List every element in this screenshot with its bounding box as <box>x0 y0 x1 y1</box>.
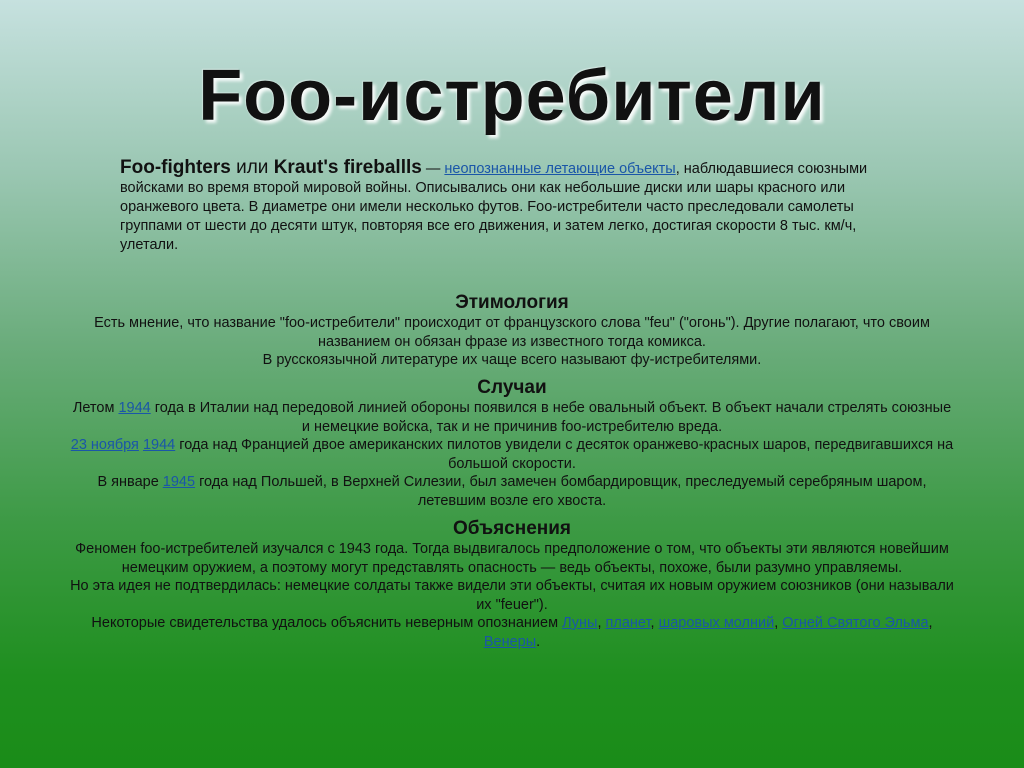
date-23-november-link[interactable]: 23 ноября <box>70 437 139 453</box>
explanations-paragraph-3-text: Некоторые свидетельства удалось объяснить неверным опознанием <box>91 615 563 631</box>
venus-link[interactable]: Венеры <box>483 633 537 650</box>
year-1944-link-2[interactable]: 1944 <box>142 437 176 453</box>
explanations-heading: Объяснения <box>452 518 572 539</box>
case-3 <box>70 473 954 510</box>
cases-heading: Случаи <box>477 377 547 398</box>
explanations-paragraph-2: Но эта идея не подтвердилась: немецкие солдаты также видели эти объекты, считая их новым оружием союзников (они называли их "feuer"). <box>70 578 954 613</box>
end-period: . <box>536 633 541 650</box>
etymology-paragraph-2: В русскоязычной литературе их чаще всего называют фу-истребителями. <box>262 352 762 368</box>
year-1945-link[interactable]: 1945 <box>162 474 196 490</box>
case-1-pre: Летом <box>72 400 119 416</box>
case-3-pre: В январе <box>97 474 163 490</box>
cases-section <box>70 376 954 510</box>
case-2-text: года над Францией двое американских пилотов увидели с десяток оранжево-красных шаров, передвигавшихся на большой скорости. <box>175 437 954 472</box>
case-1 <box>70 399 954 436</box>
ball-lightning-link[interactable]: шаровых молний <box>658 615 775 631</box>
intro-text: , наблюдавшиеся союзными войсками во время второй мировой войны. Описывались они как небольшие диски или шары красного или оранжевого цвета. В диаметре они имели несколько футов. Foo-истребители часто преследовали самолеты группами от шести до десяти штук, повторяя все его движения, и затем легко, достигая скорости 8 тыс. км/ч, улетали. <box>120 161 868 253</box>
ufo-link[interactable]: неопознанные летающие объекты <box>444 161 676 177</box>
case-3-text: года над Польшей, в Верхней Силезии, был замечен бомбардировщик, преследуемый серебряным шаром, летевшим возле его хвоста. <box>195 474 927 509</box>
year-1944-link[interactable]: 1944 <box>118 400 151 416</box>
st-elmos-fire-link[interactable]: Огней Святого Эльма <box>782 615 929 631</box>
or-text: или <box>230 157 274 178</box>
etymology-section <box>70 291 954 370</box>
case-1-text: года в Италии над передовой линией обороны появился в небе овальный объект. В объект начали стрелять союзные и немецкие войска, так и не причинив foo-истребителю вреда. <box>150 400 952 435</box>
case-2 <box>70 436 954 473</box>
moon-link[interactable]: Луны <box>562 615 598 631</box>
dash-text: — <box>421 161 445 177</box>
term-foo-fighters: Foo-fighters <box>120 157 231 178</box>
etymology-heading: Этимология <box>455 292 569 313</box>
separator: , <box>597 615 606 631</box>
separator: , <box>774 615 783 631</box>
intro-paragraph <box>120 158 910 255</box>
explanations-section <box>70 517 954 651</box>
separator: , <box>650 615 659 631</box>
term-krauts-fireballs: Kraut's fireballls <box>273 157 422 178</box>
explanations-paragraph-1: Феномен foo-истребителей изучался с 1943 года. Тогда выдвигалось предположение о том, что объекты эти являются новейшим немецким оружием, а поэтому могут представлять опасность — ведь объекты, похоже, были разумно управляемы. <box>75 541 949 576</box>
separator: , <box>928 615 933 631</box>
explanations-paragraph-3 <box>70 614 954 651</box>
planets-link[interactable]: планет <box>605 615 651 631</box>
etymology-paragraph-1: Есть мнение, что название "foo-истребители" происходит от французского слова "feu" ("огонь"). Другие полагают, что своим названием он обязан фразе из известного тогда комикса. <box>94 315 930 350</box>
page-title: Foo-истребители <box>198 56 826 136</box>
